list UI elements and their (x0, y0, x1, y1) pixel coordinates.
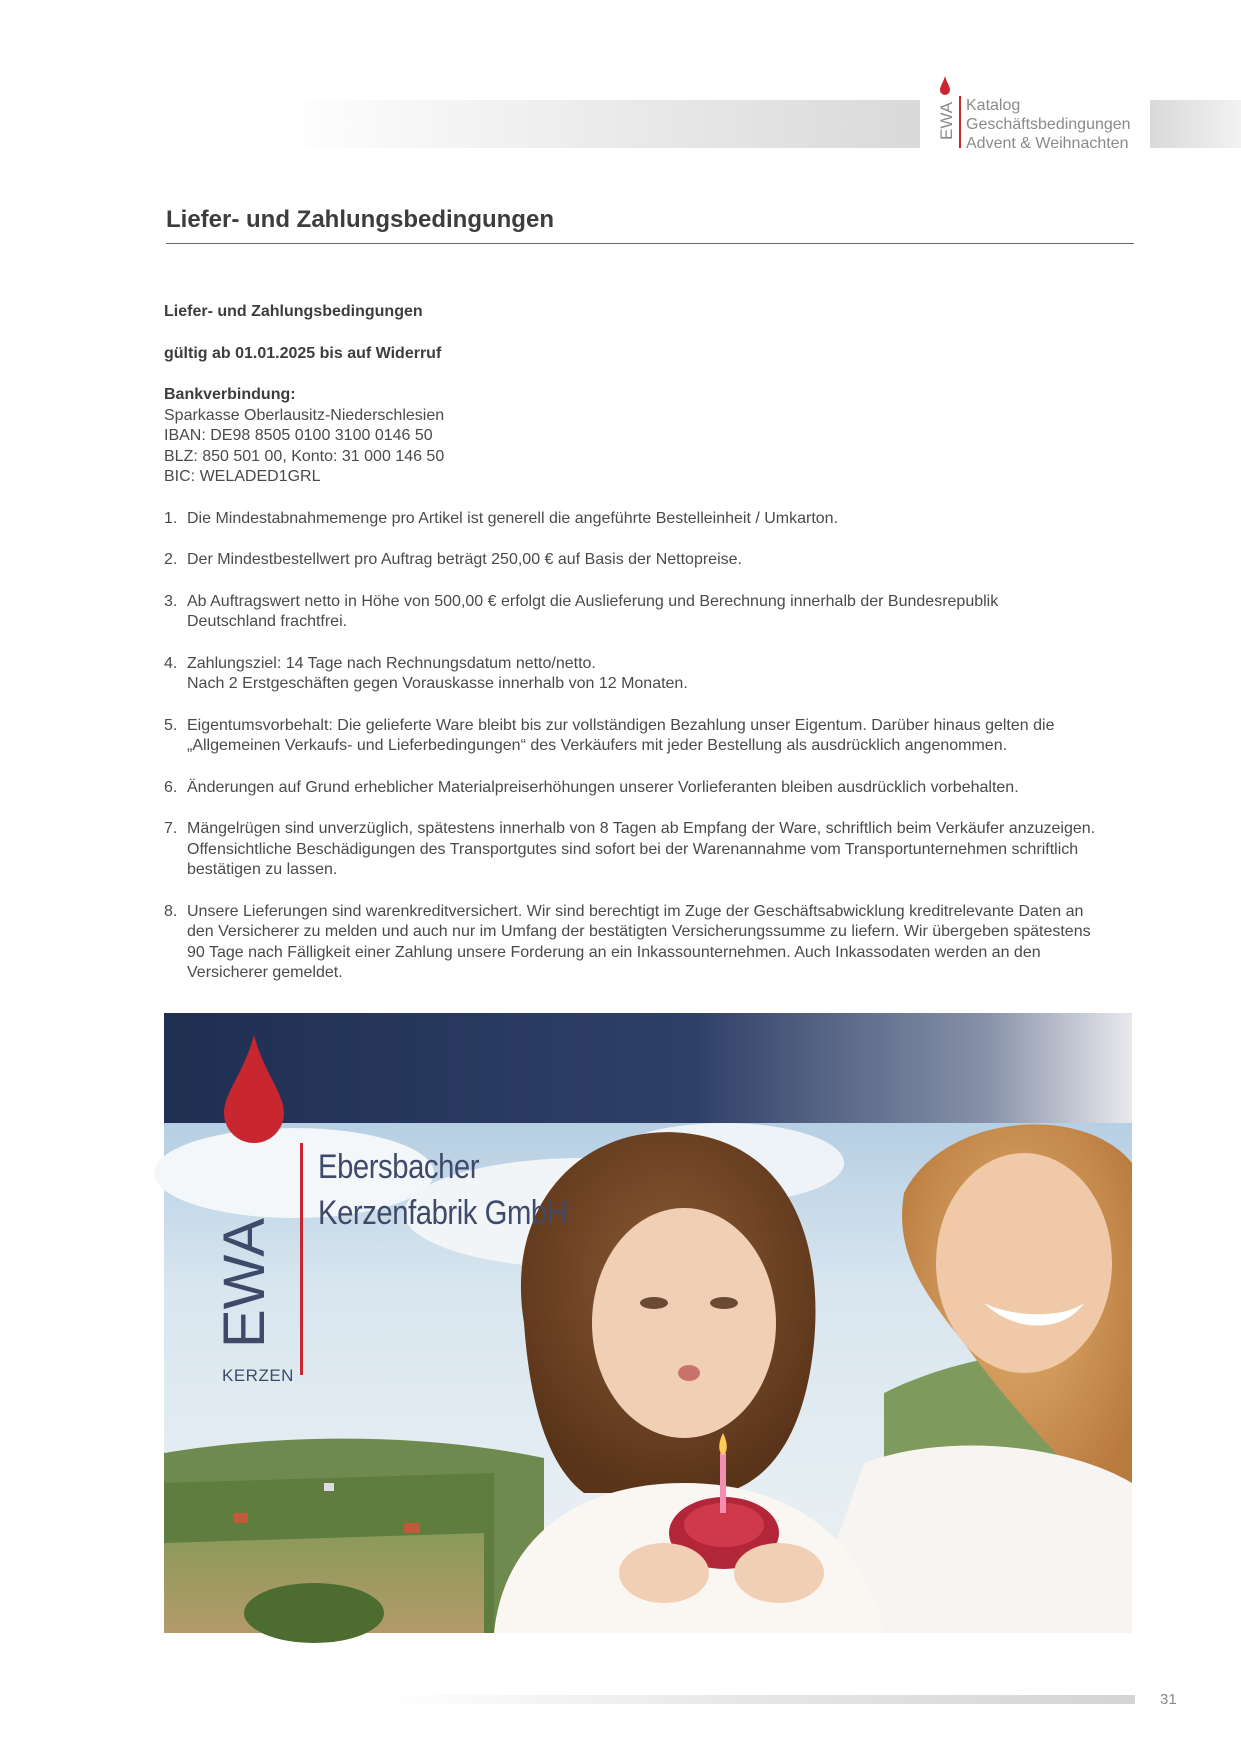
footer-gradient-bar (380, 1695, 1135, 1704)
list-item-text: Eigentumsvorbehalt: Die gelieferte Ware bleibt bis zur vollständigen Bezahlung unser Eigentum. Darüber hinaus gelten die „Allgemeinen Verkaufs- und Lieferbedingungen“ des Verkäufers mit jeder Bestellung als ausdrücklich angenommen. (187, 716, 1055, 754)
list-item-text: Ab Auftragswert netto in Höhe von 500,00 € erfolgt die Auslieferung und Berechnung innerhalb der Bundesrepublik Deutschland frachtfrei. (187, 592, 999, 630)
bank-label: Bankverbindung: (164, 386, 296, 403)
list-item-number: 1. (164, 509, 178, 527)
banner-logo-subtitle: KERZEN (222, 1366, 294, 1385)
header-logo-text: EWA (937, 101, 956, 140)
section-heading: Liefer- und Zahlungsbedingungen (164, 303, 423, 320)
list-item-number: 7. (164, 820, 178, 837)
header-line-season: Advent & Weihnachten (966, 135, 1129, 152)
list-item-text: Mängelrügen sind unverzüglich, spätestens innerhalb von 8 Tagen ab Empfang der Ware, schriftlich beim Verkäufer anzuzeigen. Offensichtliche Beschädigungen des Transportgutes sind sofort bei der Warenannahme vom Transportunternehmen schriftlich bestätigen zu lassen. (187, 820, 1096, 878)
list-item-text: Der Mindestbestellwert pro Auftrag beträgt 250,00 € auf Basis der Nettopreise. (187, 551, 742, 568)
ewa-logo-icon (932, 74, 958, 150)
list-item (164, 592, 1139, 633)
list-item-number: 6. (164, 778, 178, 796)
company-banner-image (164, 1013, 1132, 1633)
bank-line: BLZ: 850 501 00, Konto: 31 000 146 50 (164, 447, 445, 465)
terms-list (164, 509, 1139, 984)
list-item (164, 654, 1139, 695)
banner-photo (164, 1013, 1132, 1633)
header-gradient-bar (280, 100, 920, 148)
list-item-text: Die Mindestabnahmemenge pro Artikel ist generell die angeführte Bestelleinheit / Umkarton. (187, 509, 839, 527)
list-item-text: Änderungen auf Grund erheblicher Materialpreiserhöhungen unserer Vorlieferanten bleiben ausdrücklich vorbehalten. (187, 778, 1019, 796)
banner-ewa-logo (212, 1150, 277, 1350)
header-gradient-bar-right (1150, 100, 1241, 148)
header-caption (966, 96, 1131, 153)
title-divider (166, 243, 1134, 244)
list-item (164, 778, 1139, 799)
list-item-number: 8. (164, 902, 178, 920)
list-item-text: Zahlungsziel: 14 Tage nach Rechnungsdatum netto/netto. Nach 2 Erstgeschäften gegen Vorauskasse innerhalb von 12 Monaten. (187, 654, 688, 692)
page-number: 31 (1160, 1691, 1177, 1708)
list-item-text: Unsere Lieferungen sind warenkreditversichert. Wir sind berechtigt im Zuge der Geschäftsabwicklung kreditrelevante Daten an den Versicherer zu melden und auch nur im Umfang der bestätigten Versicherungssumme zu liefern. Wir übergeben spätestens 90 Tage nach Fälligkeit einer Zahlung unsere Forderung an ein Inkassounternehmen. Auch Inkassodaten werden an den Versicherer gemeldet. (187, 902, 1091, 981)
banner-logo-text: EWA (212, 1218, 277, 1348)
header-line-terms: Geschäftsbedingungen (966, 116, 1131, 133)
list-item-number: 4. (164, 654, 178, 672)
list-item (164, 550, 1139, 571)
header-separator (959, 96, 961, 148)
list-item (164, 902, 1139, 984)
bank-line: Sparkasse Oberlausitz-Niederschlesien (164, 406, 445, 424)
list-item (164, 509, 1139, 530)
bank-line: IBAN: DE98 8505 0100 3100 0146 50 (164, 427, 433, 444)
list-item-number: 2. (164, 551, 178, 568)
list-item (164, 819, 1139, 881)
company-name-line-1: Ebersbacher (318, 1148, 480, 1186)
terms-content (164, 302, 1139, 984)
validity-text: gültig ab 01.01.2025 bis auf Widerruf (164, 344, 442, 362)
company-name-line-2: Kerzenfabrik GmbH (318, 1194, 568, 1232)
list-item-number: 5. (164, 716, 178, 734)
list-item (164, 716, 1139, 757)
list-item-number: 3. (164, 592, 178, 610)
bank-line: BIC: WELADED1GRL (164, 468, 321, 485)
company-name (318, 1144, 608, 1236)
page-title: Liefer- und Zahlungsbedingungen (166, 206, 554, 233)
header-line-catalog: Katalog (966, 97, 1021, 114)
